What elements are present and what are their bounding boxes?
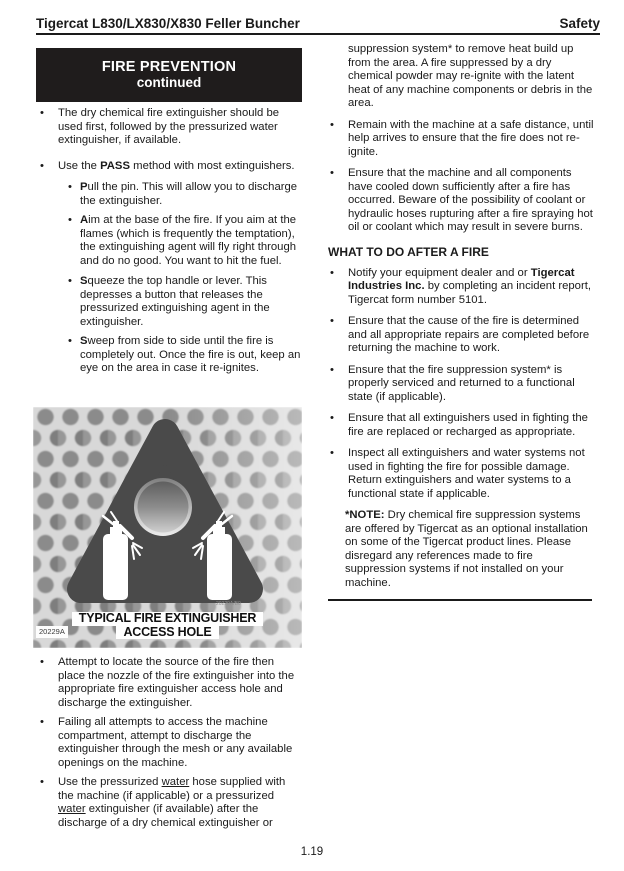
bullet-item (328, 364, 594, 405)
figure-fire-extinguisher-access-hole (33, 407, 302, 648)
bullet-marker (328, 447, 348, 501)
header-rule (36, 33, 600, 35)
paragraph-text (80, 275, 302, 329)
paragraph-text: Remain with the machine at a safe distance, until help arrives to ensure that the fire does not re-ignite. (348, 118, 594, 158)
bullet-marker (36, 776, 58, 830)
left-column (36, 48, 302, 376)
bullet-marker (68, 335, 80, 376)
text-segment: Use the (58, 159, 101, 172)
bullet-marker (328, 315, 348, 356)
bullet-marker (328, 267, 348, 308)
bullet-marker (36, 160, 58, 174)
text-segment-bold: P (80, 181, 88, 193)
page-number: 1.19 (300, 846, 324, 858)
note-label: *NOTE: (345, 509, 385, 521)
bullet-marker (328, 412, 348, 439)
bullet-marker (36, 656, 58, 710)
paragraph-text (58, 160, 302, 174)
text-segment: method with most extinguishers. (130, 159, 295, 172)
bullet-marker (68, 275, 80, 329)
text-segment: Notify your equipment dealer and or (348, 266, 531, 279)
bullet-item (328, 267, 594, 308)
paragraph-text (80, 335, 302, 376)
sub-bullet-item (68, 214, 302, 268)
bullet-item (328, 447, 594, 501)
text-segment-bold: S (80, 275, 88, 287)
bullet-marker (328, 119, 348, 160)
bullet-item (328, 167, 594, 235)
fire-prevention-banner (36, 48, 302, 102)
text-segment: Use the pressurized (58, 776, 162, 788)
text-segment-bold: PASS (100, 159, 131, 172)
bullet-item (328, 119, 594, 160)
paragraph-text: Inspect all extinguishers and water systems not used in fighting the fire for possible damage. Return extinguishers and water systems to a functional state if applicable. (348, 447, 585, 500)
text-segment: weep from side to side until the fire is completely out. Once the fire is out, keep an eye on the area in case it re-ignites. (80, 335, 301, 374)
access-hole (134, 478, 192, 536)
text-segment: ull the pin. This will allow you to discharge the extinguisher. (80, 181, 298, 207)
bullet-marker (36, 107, 58, 148)
page-footer (0, 846, 624, 860)
paragraph-text: Ensure that the fire suppression system* is properly serviced and returned to a functional state (if applicable). (348, 363, 575, 403)
bullet-marker (36, 716, 58, 770)
text-segment-bold: Tigercat Industries Inc. (348, 266, 575, 292)
sub-bullet-item (68, 335, 302, 376)
section-end-rule (328, 599, 592, 601)
bullet-item (36, 160, 302, 174)
bullet-item (328, 412, 594, 439)
bullet-item (328, 315, 594, 356)
figure-caption-line2: ACCESS HOLE (116, 626, 218, 640)
paragraph-text: Attempt to locate the source of the fire then place the nozzle of the fire extinguisher into the appropriate fire extinguisher access hole and discharge the extinguisher. (58, 656, 295, 709)
page-header (36, 16, 600, 31)
paragraph-text (80, 214, 302, 268)
continued-paragraph: suppression system* to remove heat build up from the area. A fire suppressed by a dry chemical powder may re-ignite with the latent heat of any machine components or debris in the area. (348, 43, 593, 109)
paragraph-text: Ensure that the machine and all components have cooled down sufficiently after a fire has occurred. Beware of the possibility of coolant or hydraulic hoses rupturing after a fire spraying hot oil or coolant which may result in severe burns. (348, 167, 593, 233)
banner-subtitle: continued (136, 75, 202, 90)
text-segment-underline: water (58, 803, 86, 815)
paragraph-text: The dry chemical fire extinguisher should be used first, followed by the pressurized water extinguisher, if available. (58, 107, 280, 146)
paragraph-text: Failing all attempts to access the machine compartment, attempt to discharge the extinguisher through the mesh or any available openings on the machine. (58, 716, 293, 769)
note-text: Dry chemical fire suppression systems are offered by Tigercat as an optional installation on some of the Tigercat product lines. Please disregard any references made to fire suppression systems if not installed on your machine. (345, 509, 588, 589)
bullet-marker (68, 214, 80, 268)
text-segment: extinguisher (if available) after the discharge of a dry chemical extinguisher or (58, 803, 273, 829)
right-column (328, 43, 594, 601)
decal-part-number: 20229A/B0 (216, 601, 241, 607)
figure-caption-line1: TYPICAL FIRE EXTINGUISHER (72, 612, 263, 626)
header-title: Tigercat L830/LX830/X830 Feller Buncher (36, 16, 300, 31)
section-heading-after-fire: WHAT TO DO AFTER A FIRE (328, 244, 489, 259)
figure-id: 20229A (36, 626, 68, 638)
text-segment-bold: A (80, 214, 89, 226)
bullet-item (36, 107, 302, 148)
bullet-marker (328, 364, 348, 405)
paragraph-text: Ensure that the cause of the fire is determined and all appropriate repairs are completed before returning the machine to work. (348, 315, 590, 354)
bullet-item (36, 716, 302, 770)
paragraph-text (348, 267, 594, 308)
figure-caption (33, 612, 302, 639)
bullet-marker (68, 181, 80, 208)
text-segment: hose supplied with the machine (if applicable) or a pressurized (58, 776, 286, 802)
text-segment: by completing an incident report, Tigercat form number 5101. (348, 280, 592, 306)
bullet-item (36, 776, 302, 830)
text-segment-bold: S (80, 335, 88, 347)
note-paragraph (345, 509, 594, 590)
bullet-marker (328, 167, 348, 235)
paragraph-text (58, 776, 302, 830)
banner-title: FIRE PREVENTION (101, 59, 237, 75)
sub-bullet-item (68, 275, 302, 329)
sub-bullet-item (68, 181, 302, 208)
left-column-lower (36, 656, 302, 830)
bullet-item (36, 656, 302, 710)
text-segment: im at the base of the fire. If you aim at the flames (which is frequently the temptation), the extinguishing agent will fly right through and do no good. You want to hit the fuel. (80, 214, 297, 267)
paragraph-text: Ensure that all extinguishers used in fighting the fire are replaced or recharged as appropriate. (348, 412, 588, 438)
text-segment-underline: water (161, 776, 190, 788)
paragraph-text (80, 181, 302, 208)
text-segment: queeze the top handle or lever. This depresses a button that releases the pressurized extinguishing agent in the extinguisher. (80, 275, 270, 328)
header-section: Safety (559, 16, 600, 31)
